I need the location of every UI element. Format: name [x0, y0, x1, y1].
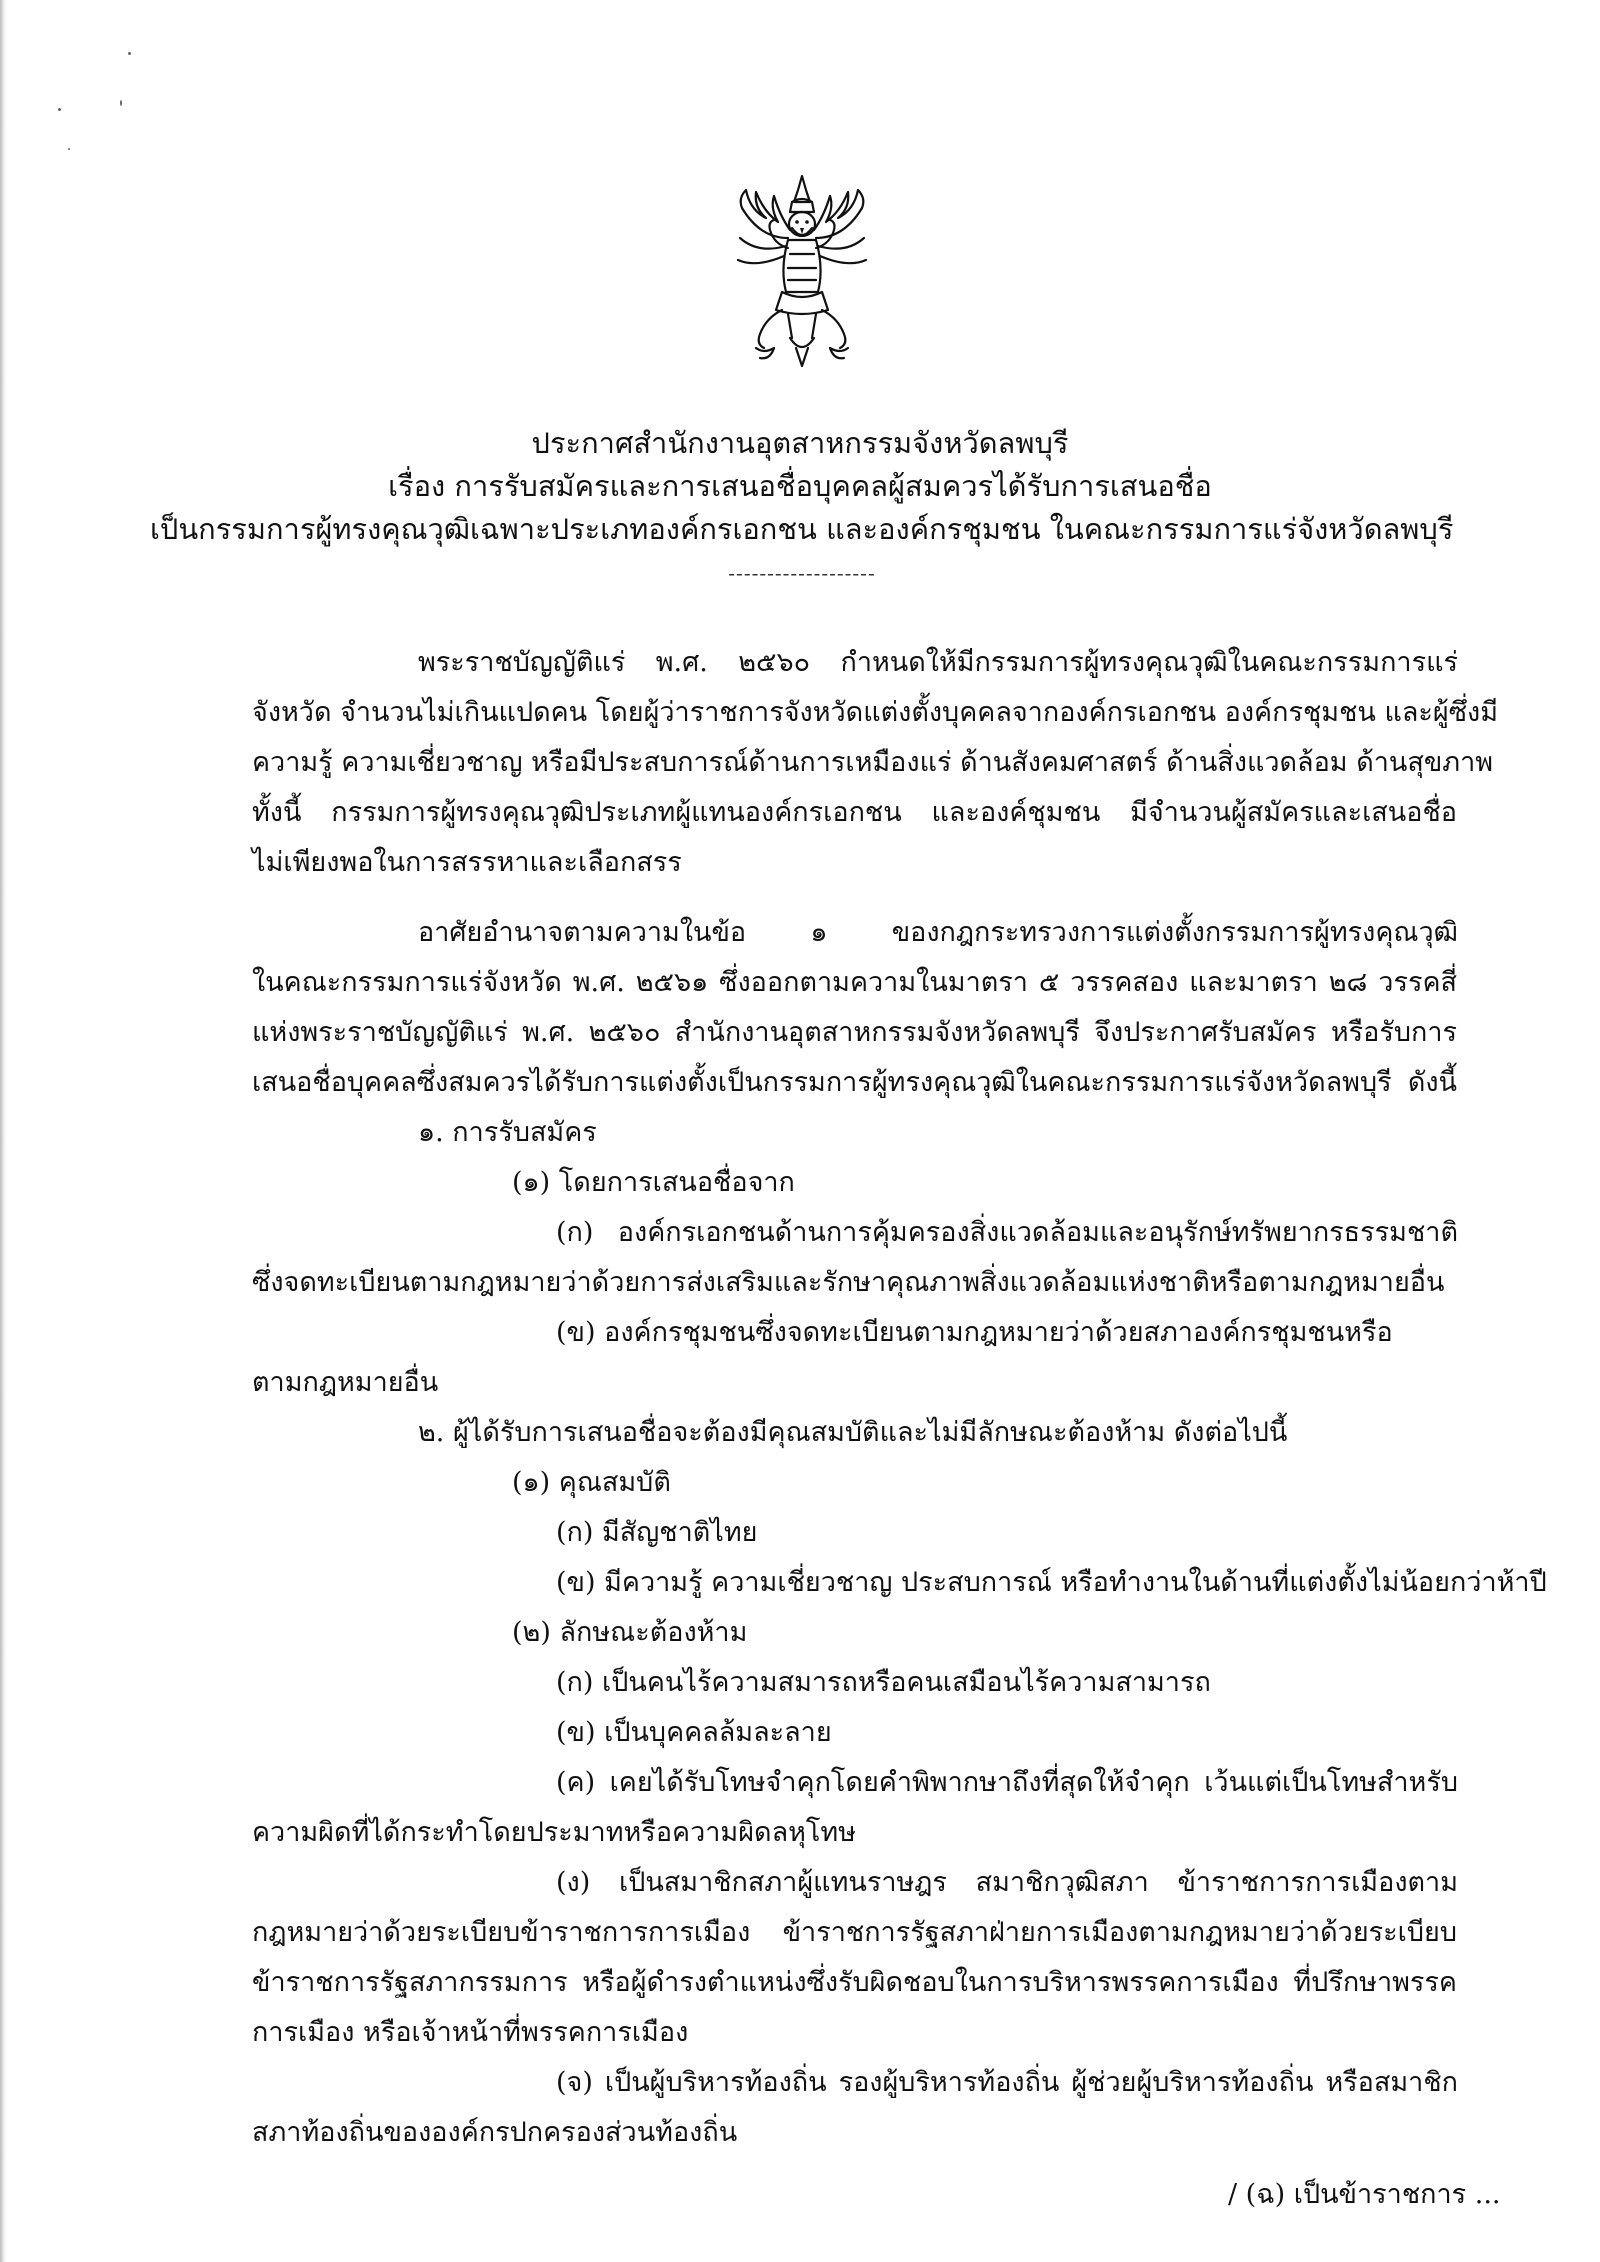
announcement-title: ประกาศสำนักงานอุตสาหกรรมจังหวัดลพบุรี: [531, 426, 1069, 460]
announcement-subject-line1: เรื่อง การรับสมัครและการเสนอชื่อบุคคลผู้สมควรได้รับการเสนอชื่อ: [388, 469, 1212, 503]
list-item: (๒) ลักษณะต้องห้าม: [512, 1617, 748, 1648]
scan-speck: [120, 100, 122, 106]
section-heading: ๑. การรับสมัคร: [418, 1117, 597, 1148]
garuda-emblem: [730, 168, 875, 371]
list-item: (๑) คุณสมบัติ: [512, 1467, 671, 1498]
scan-page-edge: [0, 0, 7, 2262]
paragraph-line: ทั้งนี้ กรรมการผู้ทรงคุณวุฒิประเภทผู้แทนองค์กรเอกชน และองค์ชุมชน มีจำนวนผู้สมัครและเสนอชื่อ: [252, 797, 1457, 828]
list-item: (๑) โดยการเสนอชื่อจาก: [512, 1167, 795, 1198]
list-item: (ค) เคยได้รับโทษจำคุกโดยคำพิพากษาถึงที่สุดให้จำคุก เว้นแต่เป็นโทษสำหรับ: [556, 1767, 1458, 1798]
list-item: (ง) เป็นสมาชิกสภาผู้แทนราษฎร สมาชิกวุฒิสภา ข้าราชการการเมืองตาม: [556, 1867, 1458, 1898]
scan-speck: [68, 148, 70, 150]
list-item-continuation: การเมือง หรือเจ้าหน้าที่พรรคการเมือง: [252, 2017, 689, 2048]
announcement-subject-line2: เป็นกรรมการผู้ทรงคุณวุฒิเฉพาะประเภทองค์กรเอกชน และองค์กรชุมชน ในคณะกรรมการแร่จังหวัดลพบุรี: [150, 512, 1454, 546]
list-item-continuation: ข้าราชการรัฐสภากรรมการ หรือผู้ดำรงตำแหน่งซึ่งรับผิดชอบในการบริหารพรรคการเมือง ที่ปรึกษาพรรค: [252, 1967, 1457, 1998]
paragraph-line: จังหวัด จำนวนไม่เกินแปดคน โดยผู้ว่าราชการจังหวัดแต่งตั้งบุคคลจากองค์กรเอกชน องค์กรชุมชน และผู้ซึ่งมี: [252, 697, 1499, 728]
paragraph-line: อาศัยอำนาจตามความในข้อ ๑ ของกฎกระทรวงการแต่งตั้งกรรมการผู้ทรงคุณวุฒิ: [418, 917, 1458, 948]
scan-speck: [128, 52, 131, 55]
list-item: (ข) เป็นบุคคลล้มละลาย: [556, 1717, 832, 1748]
paragraph-line: ไม่เพียงพอในการสรรหาและเลือกสรร: [252, 847, 682, 878]
paragraph-line: แห่งพระราชบัญญัติแร่ พ.ศ. ๒๕๖๐ สำนักงานอุตสาหกรรมจังหวัดลพบุรี จึงประกาศรับสมัคร หรือรับการ: [252, 1017, 1457, 1048]
list-item: (ก) มีสัญชาติไทย: [556, 1517, 758, 1548]
paragraph-line: เสนอชื่อบุคคลซึ่งสมควรได้รับการแต่งตั้งเป็นกรรมการผู้ทรงคุณวุฒิในคณะกรรมการแร่จังหวัดลพบุรี ดังนี้: [252, 1067, 1457, 1098]
list-item-continuation: ซึ่งจดทะเบียนตามกฎหมายว่าด้วยการส่งเสริมและรักษาคุณภาพสิ่งแวดล้อมแห่งชาติหรือตามกฎหมายอื่น: [252, 1267, 1445, 1298]
scan-speck: [58, 108, 61, 111]
page-continuation-marker: / (ฉ) เป็นข้าราชการ ...: [1228, 2179, 1501, 2210]
list-item: (ก) องค์กรเอกชนด้านการคุ้มครองสิ่งแวดล้อมและอนุรักษ์ทรัพยากรธรรมชาติ: [556, 1217, 1458, 1248]
paragraph-line: พระราชบัญญัติแร่ พ.ศ. ๒๕๖๐ กำหนดให้มีกรรมการผู้ทรงคุณวุฒิในคณะกรรมการแร่: [418, 647, 1458, 678]
list-item: (จ) เป็นผู้บริหารท้องถิ่น รองผู้บริหารท้องถิ่น ผู้ช่วยผู้บริหารท้องถิ่น หรือสมาชิก: [556, 2067, 1458, 2098]
list-item-continuation: ความผิดที่ได้กระทำโดยประมาทหรือความผิดลหุโทษ: [252, 1817, 857, 1848]
list-item: (ข) มีความรู้ ความเชี่ยวชาญ ประสบการณ์ หรือทำงานในด้านที่แต่งตั้งไม่น้อยกว่าห้าปี: [556, 1567, 1547, 1598]
paragraph-line: ในคณะกรรมการแร่จังหวัด พ.ศ. ๒๕๖๑ ซึ่งออกตามความในมาตรา ๕ วรรคสอง และมาตรา ๒๘ วรรคสี่: [252, 967, 1457, 998]
section-heading: ๒. ผู้ได้รับการเสนอชื่อจะต้องมีคุณสมบัติและไม่มีลักษณะต้องห้าม ดังต่อไปนี้: [418, 1417, 1288, 1448]
list-item-continuation: กฎหมายว่าด้วยระเบียบข้าราชการการเมือง ข้าราชการรัฐสภาฝ่ายการเมืองตามกฎหมายว่าด้วยระเบียบ: [252, 1917, 1457, 1948]
paragraph-line: ความรู้ ความเชี่ยวชาญ หรือมีประสบการณ์ด้านการเหมืองแร่ ด้านสังคมศาสตร์ ด้านสิ่งแวดล้อม ด้านสุขภาพ: [252, 747, 1494, 778]
list-item-continuation: ตามกฎหมายอื่น: [252, 1367, 439, 1398]
list-item-continuation: สภาท้องถิ่นขององค์กรปกครองส่วนท้องถิ่น: [252, 2117, 738, 2148]
list-item: (ข) องค์กรชุมชนซึ่งจดทะเบียนตามกฎหมายว่าด้วยสภาองค์กรชุมชนหรือ: [556, 1317, 1393, 1348]
list-item: (ก) เป็นคนไร้ความสมารถหรือคนเสมือนไร้ความสามารถ: [556, 1667, 1211, 1698]
